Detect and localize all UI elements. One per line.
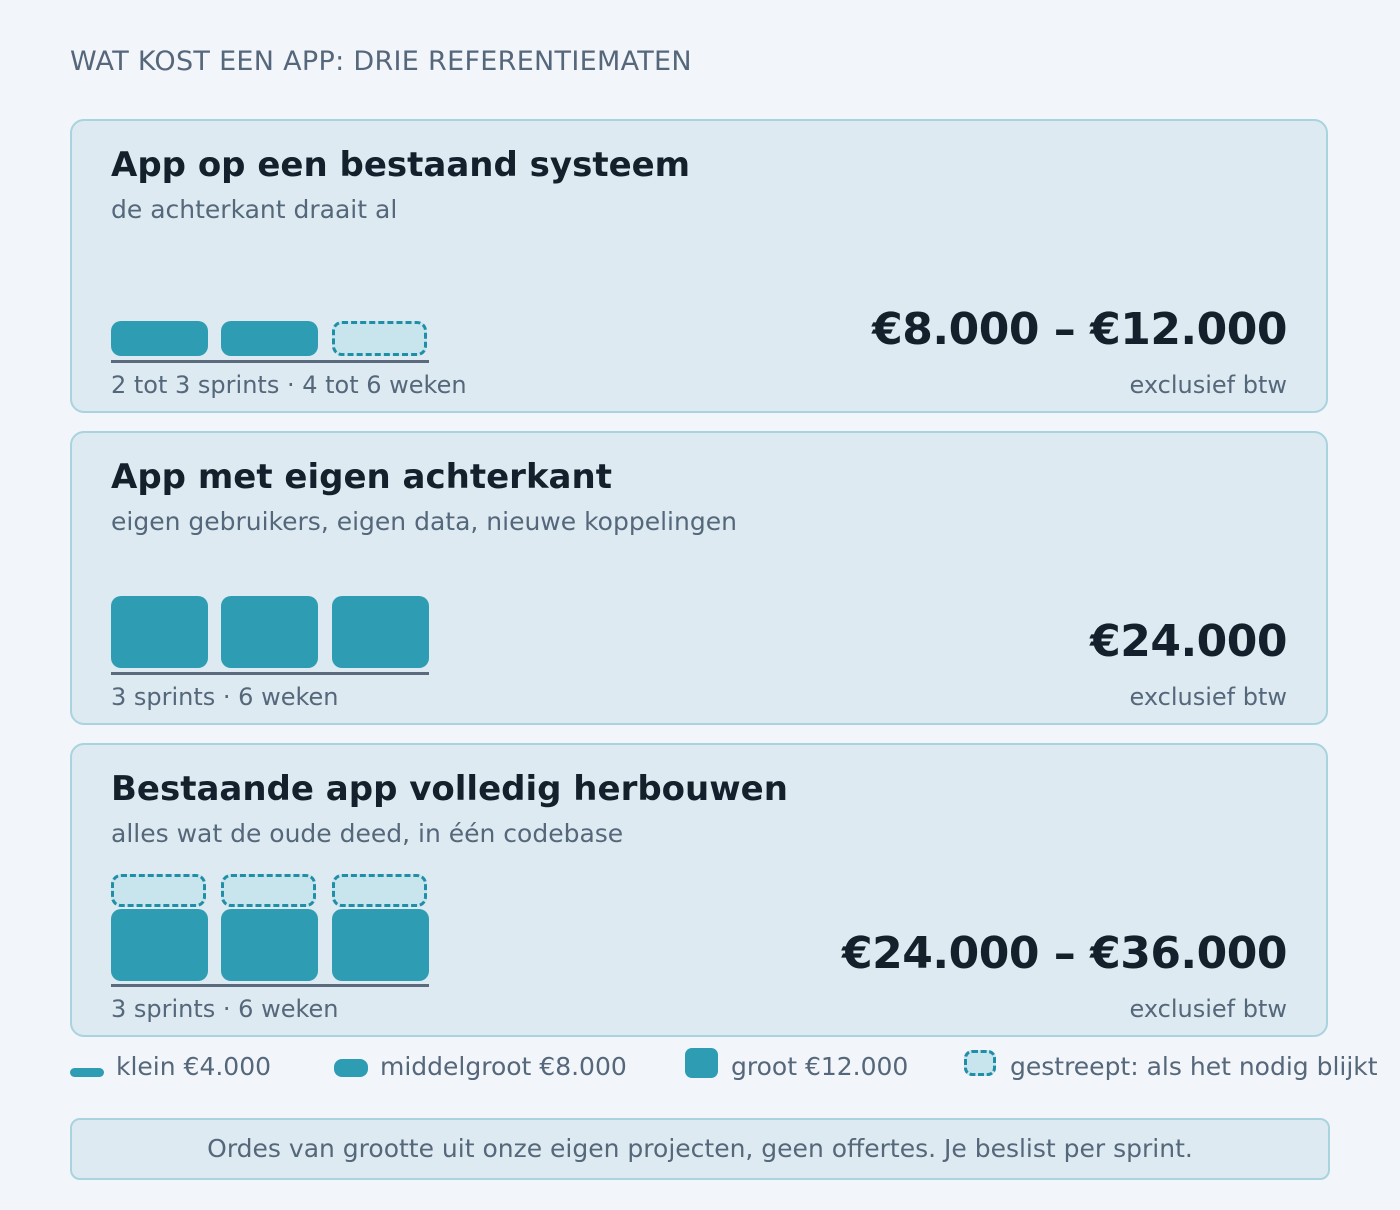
- sprint-caption: 2 tot 3 sprints · 4 tot 6 weken: [111, 371, 467, 399]
- card-subtitle: alles wat de oude deed, in één codebase: [111, 819, 624, 848]
- price: €24.000 – €36.000: [842, 928, 1287, 979]
- sprint-block: [332, 909, 429, 981]
- vat-note: exclusief btw: [1129, 371, 1287, 399]
- vat-note: exclusief btw: [1129, 683, 1287, 711]
- sprint-block-optional: [332, 321, 427, 356]
- card-title: App op een bestaand systeem: [111, 145, 691, 185]
- legend: [70, 1046, 1400, 1090]
- card-subtitle: de achterkant draait al: [111, 195, 398, 224]
- sprint-baseline: [111, 672, 429, 675]
- sprint-block: [111, 321, 208, 356]
- sprint-block-optional: [111, 874, 206, 907]
- sprint-baseline: [111, 360, 429, 363]
- legend-label: groot €12.000: [731, 1052, 909, 1081]
- page-title: WAT KOST EEN APP: DRIE REFERENTIEMATEN: [70, 46, 692, 77]
- sprint-baseline: [111, 984, 429, 987]
- price: €24.000: [1090, 616, 1287, 667]
- sprint-block-optional: [221, 874, 316, 907]
- sprint-block: [221, 909, 318, 981]
- vat-note: exclusief btw: [1129, 995, 1287, 1023]
- sprint-block: [221, 596, 318, 668]
- sprint-block-optional: [332, 874, 427, 907]
- reference-card-existing-system: [70, 119, 1328, 413]
- card-title: App met eigen achterkant: [111, 457, 612, 497]
- sprint-caption: 3 sprints · 6 weken: [111, 995, 339, 1023]
- sprint-block: [111, 909, 208, 981]
- swatch-groot: [685, 1048, 718, 1078]
- card-title: Bestaande app volledig herbouwen: [111, 769, 788, 809]
- legend-label: gestreept: als het nodig blijkt: [1010, 1052, 1378, 1081]
- sprint-block: [221, 321, 318, 356]
- reference-card-own-backend: [70, 431, 1328, 725]
- price: €8.000 – €12.000: [872, 304, 1287, 355]
- swatch-middelgroot: [334, 1059, 368, 1077]
- sprint-block: [111, 596, 208, 668]
- reference-card-rebuild: [70, 743, 1328, 1037]
- legend-label: klein €4.000: [116, 1052, 272, 1081]
- legend-label: middelgroot €8.000: [380, 1052, 627, 1081]
- swatch-optional: [964, 1050, 996, 1076]
- swatch-klein: [70, 1068, 104, 1077]
- sprint-caption: 3 sprints · 6 weken: [111, 683, 339, 711]
- card-subtitle: eigen gebruikers, eigen data, nieuwe koppelingen: [111, 507, 737, 536]
- sprint-block: [332, 596, 429, 668]
- footer-note: Ordes van grootte uit onze eigen projecten, geen offertes. Je beslist per sprint.: [70, 1118, 1330, 1180]
